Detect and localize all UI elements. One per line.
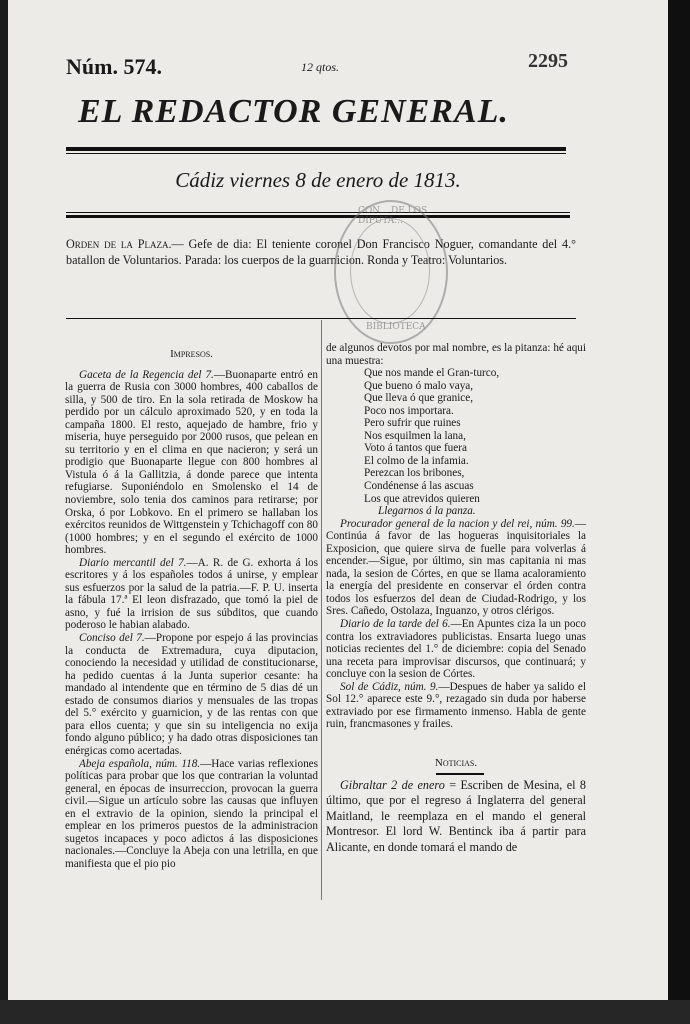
dateline: Cádiz viernes 8 de enero de 1813. [175, 168, 461, 192]
gibraltar-title: Gibraltar 2 de enero [340, 777, 445, 792]
verse-line: Voto á tantos que fuera [364, 442, 467, 455]
procurador-title: Procurador general de la nacion y del rei, núm. 99. [340, 517, 575, 530]
gibraltar-text: = Escriben de Mesina, el 8 último, que por el regreso á Inglaterra del general Maitland, le reemplaza en el mando el general Montresor. El lord W. Bentinck iba á partir para Alicante, en donde tomará el mando de [326, 777, 586, 854]
abeja-title: Abeja española, núm. 118. [79, 757, 201, 770]
verse-line: Condénense á las ascuas [364, 480, 474, 493]
gibraltar-paragraph [326, 778, 586, 856]
stamp-text-top: CON... DE LOS DIPUTA... [358, 206, 428, 226]
verse-line: Que lleva ó que granice, [364, 392, 474, 405]
scan-edge-right [668, 0, 690, 1024]
verse-line: El colmo de la infamia. [364, 454, 469, 467]
diario-tarde-text: —En Apuntes ciza la un poco contra los extraviadores publicistas. Ensarta luego unas noticias recientes del 1.° de diciembre: copia del Senado una receta para improvisar discursos, que continuará; y concluye con la sesion de Córtes. [326, 618, 586, 681]
diario-mercantil-title: Diario mercantil del 7. [79, 556, 187, 569]
diario-mercantil-paragraph [65, 557, 318, 632]
verse-line: Pero sufrir que ruines [364, 417, 461, 430]
sol-cadiz-text: —Despues de haber ya salido el Sol 12.° aparece este 9.°, rezagado sin duda por haberse extraviado por ese firmamento inmenso. Habla de gente ruin, francmasones y frailes. [326, 680, 586, 731]
stamp-inner-ring [350, 218, 430, 324]
sol-cadiz-paragraph [326, 681, 586, 731]
date-rule-thin [66, 212, 570, 213]
verse-line: Los que atrevidos quieren [364, 492, 480, 505]
verse-line: Que nos mande el Gran-turco, [364, 367, 500, 380]
sol-cadiz-title: Sol de Cádiz, núm. 9. [340, 680, 439, 693]
verse-line: Llegarnos á la panza. [378, 505, 476, 518]
verse-line: Perezcan los bribones, [364, 467, 465, 480]
verse-line: Poco nos importara. [364, 404, 454, 417]
orden-label: Orden de la Plaza. [66, 237, 172, 251]
masthead-rule-thick [66, 147, 566, 151]
procurador-paragraph [326, 518, 586, 618]
library-stamp [334, 200, 448, 344]
scan-edge-bottom [0, 1000, 690, 1024]
gaceta-title: Gaceta de la Regencia del 7. [79, 368, 214, 381]
date-rule-thick [66, 215, 570, 218]
newspaper-page [8, 0, 668, 1000]
gaceta-paragraph [65, 369, 318, 557]
abeja-paragraph [65, 758, 318, 871]
column-divider [321, 320, 322, 900]
diario-tarde-paragraph [326, 618, 586, 681]
conciso-text: —Propone por espejo á las provincias la conducta de Extremadura, cuya diputacion, conociendo la necesidad y utilidad de constitucionarse, ha pedido cuentas á la Junta superior cesante: ha mandado al intendente que en término de 5 dias dé un estado de consumos diarios y mensuales de las tropas del 5.° exército y guarnicion, y de las rentas con que para ellos cuenta; y que sin su inteligencia no exija fondo alguno público; y ha dado otras disposiciones tan enérgicas como acertadas. [65, 632, 318, 757]
verse-line: Que bueno ó malo vaya, [364, 379, 474, 392]
conciso-paragraph [65, 632, 318, 757]
masthead-title: EL REDACTOR GENERAL. [78, 93, 509, 130]
noticias-heading: Noticias. [434, 756, 478, 769]
impresos-heading: Impresos. [170, 348, 213, 360]
masthead-rule-thin [66, 153, 566, 154]
abeja-text: —Hace varias reflexiones políticas para probar que los que contrarian la voluntad general, en épocas de insurreccion, provocan la guerra civil.—Sigue un artículo sobre las causas que influyen en el extravio de la opinion, siendo la principal el emplear en los primeros puestos de la administracion sugetos incapaces y poco adictos á las disposiciones nacionales.—Concluye la Abeja con una letrilla, en que manifiesta que el pio pio [65, 757, 318, 870]
right-column [326, 342, 586, 855]
diario-tarde-title: Diario de la tarde del 6. [340, 618, 451, 631]
page-number: 2295 [528, 50, 568, 72]
stamp-text-bottom: BIBLIOTECA [366, 322, 426, 332]
issue-number: Núm. 574. [66, 54, 162, 79]
procurador-text: —Continúa á favor de las hogueras inquisitoriales la Exposicion, que quiere sirva de fuelle para volverlas á encender.—Sigue, por último, sin mas capitania ni mas nada, la sesion de Córtes, en que se llama acaloramiento la energía del presidente en conservar el órden contra todos los esfuerzos del dean de Ciudad-Rodrigo, y los Sres. Cañedo, Ostolaza, Inguanzo, y otros clérigos. [326, 517, 586, 618]
noticias-rule [436, 773, 484, 775]
issue-price: 12 qtos. [301, 60, 340, 74]
orden-de-la-plaza [66, 236, 576, 268]
gaceta-text: —Buonaparte entró en la guerra de Rusia con 3000 hombres, 400 caballos de silla, y 500 de tiro. En la sola retirada de Moskow ha perdido por un cálculo aproximado 520, y en toda la campaña 1800. El resto, aquejado de hambre, frio y miseria, huye perseguido por 2000 rusos, que pelean en su territorio y en el clima en que nacieron; y será un prodigio que Buonaparte llegue con 800 hombres al Vistula ó á la Gallitzia, á donde parece que intenta refugiarse. Suponiéndolo en Smolensko el 14 de noviembre, solo tenia dos caminos para retirarse; por Orska, ó por Lobkovo. En el primero se hallaban los exércitos reunidos de Wittgenstein y Tchichagoff con 80 (1000 hombres; y en el segundo el exército de 1000 hombres. [65, 368, 318, 557]
diario-mercantil-text: —A. R. de G. exhorta á los escritores y á los españoles todos á unirse, y emplear sus esfuerzos por la salud de la patria.—F. P. U. inserta la fábula 17.ª El leon disfrazado, que tomó la piel de asno, y fué la irrision de sus súbditos, que cuando poderoso le habian alabado. [65, 556, 319, 632]
verse-line: Nos esquilmen la lana, [364, 429, 466, 442]
continuation-paragraph: de algunos devotos por mal nombre, es la pitanza: hé aqui una muestra: [326, 342, 586, 367]
left-column [65, 348, 318, 870]
orden-text: — Gefe de dia: El teniente coronel Don Francisco Noguer, comandante del 4.° batallon de Voluntarios. Parada: los cuerpos de la guarnicion. Ronda y Teatro: Voluntarios. [66, 237, 576, 267]
conciso-title: Conciso del 7. [79, 632, 145, 645]
section-rule [66, 318, 576, 319]
